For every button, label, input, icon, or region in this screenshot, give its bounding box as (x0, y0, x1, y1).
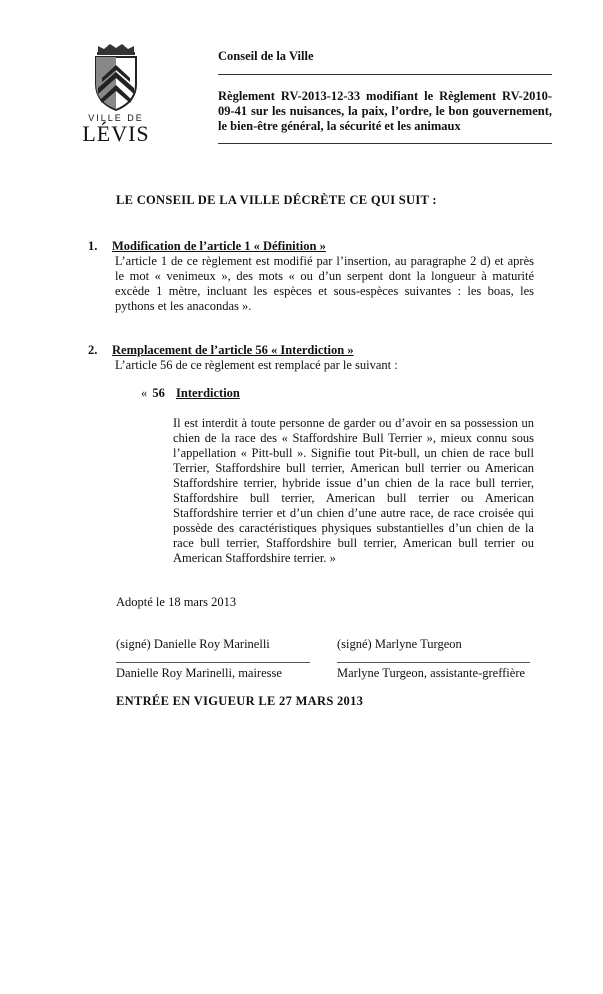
entry-into-force: ENTRÉE EN VIGUEUR LE 27 MARS 2013 (116, 694, 364, 708)
regulation-title: Règlement RV-2013-12-33 modifiant le Règlement RV-2010-09-41 sur les nuisances, la paix, l’ordre, le bon gouvernement, le bien-être général, la sécurité et les animaux (218, 89, 552, 133)
adoption-date: Adopté le 18 mars 2013 (116, 595, 237, 609)
city-logo (76, 42, 156, 146)
logo-line1: VILLE DE (88, 113, 144, 123)
open-quote: « (141, 386, 148, 400)
decree-heading: LE CONSEIL DE LA VILLE DÉCRÈTE CE QUI SUIT : (116, 193, 437, 207)
document-header (218, 48, 552, 144)
signatory-name: Danielle Roy Marinelli, mairesse (116, 666, 282, 680)
header-rule-top (218, 74, 552, 75)
section-number: 2. (88, 343, 98, 357)
section-number: 1. (88, 239, 98, 253)
article-title: Interdiction (176, 386, 240, 400)
signature-line (116, 662, 310, 663)
logo-line2: LÉVIS (82, 121, 150, 146)
signatory-name: Marlyne Turgeon, assistante-greffière (337, 666, 526, 680)
section-heading: Remplacement de l’article 56 « Interdiction » (112, 343, 354, 357)
coat-of-arms-icon (88, 42, 144, 112)
article-heading (141, 386, 240, 401)
header-rule-bottom (218, 143, 552, 144)
section-body: L’article 56 de ce règlement est remplacé par le suivant : (115, 358, 398, 372)
signature-signed: (signé) Danielle Roy Marinelli (116, 637, 270, 651)
section-2 (88, 343, 534, 383)
council-name: Conseil de la Ville (218, 49, 314, 63)
section-1 (88, 239, 534, 319)
section-heading: Modification de l’article 1 « Définition » (112, 239, 326, 253)
signature-signed: (signé) Marlyne Turgeon (337, 637, 462, 651)
signature-line (337, 662, 530, 663)
section-body: L’article 1 de ce règlement est modifié par l’insertion, au paragraphe 2 d) et après le mot « venimeux », des mots « ou d’un serpent dont la longueur à maturité excède 1 mètre, incluant les espèces et sous-espèces suivantes : les boas, les pythons et les anacondas ». (115, 254, 534, 313)
article-text: Il est interdit à toute personne de garder ou d’avoir en sa possession un chien de la race des « Staffordshire Bull Terrier », mieux connu sous l’appellation « Pitt-bull ». Signifie tout Pit-bull, un chien de race bull Terrier, Staffordshire bull terrier, American bull terrier ou American Staffordshire terrier, hybride issue d’un chien de la race bull terrier, Staffordshire bull terrier, American bull terrier ou American Staffordshire terrier et d’un chien d’une autre race, de race croisée qui possède des caractéristiques physiques substantielles d’un chien de la race bull terrier, Staffordshire bull terrier, American bull terrier ou American Staffordshire terrier. » (173, 416, 534, 565)
article-number: 56 (152, 386, 165, 400)
